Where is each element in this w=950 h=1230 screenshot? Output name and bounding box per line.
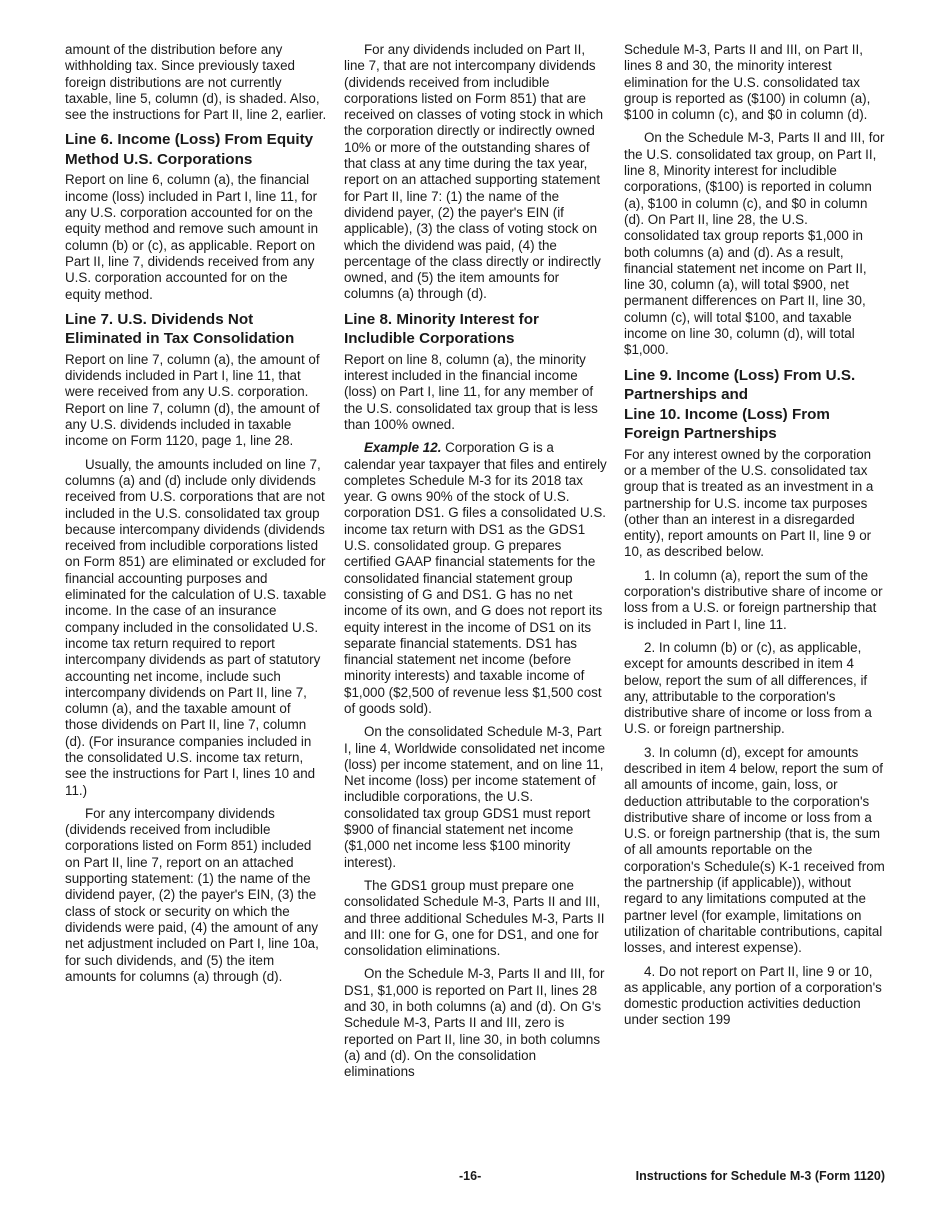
paragraph: amount of the distribution before any withholding tax. Since previously taxed foreign distributions are not currently taxable, line 5, column (d), is shaded. Also, see the instructions for Part II, line 2, earlier. (65, 42, 327, 123)
paragraph: Usually, the amounts included on line 7, columns (a) and (d) include only dividends received from U.S. corporations that are not included in the U.S. consolidated tax group because intercompany dividends (dividends received from includible corporations listed on Form 851) are eliminated or excluded for financial accounting purposes and eliminated for the calculation of U.S. taxable income. In the case of an insurance company included in the consolidated U.S. income tax return required to report intercompany dividends as part of statutory accounting net income, include such intercompany dividends on Part II, line 7, column (a), and the taxable amount of those dividends on Part II, line 7, column (d). (For insurance companies included in the consolidated U.S. income tax return, see the instructions for Part I, lines 10 and 11.) (65, 456, 327, 798)
column-left (65, 42, 327, 992)
paragraph: For any dividends included on Part II, line 7, that are not intercompany dividends (dividends received from includible corporations listed on Form 851) that are received on classes of voting stock in which the corporation directly or indirectly owned 10% or more of the outstanding shares of that class at any time during the tax year, report on an attached supporting statement for Part II, line 7: (1) the name of the dividend payer, (2) the payer's EIN (if applicable), (3) the class of voting stock on which the dividend was paid, (4) the percentage of the class directly or indirectly owned, and (5) the item amounts for columns (a) through (d). (344, 42, 604, 302)
paragraph: On the Schedule M-3, Parts II and III, for DS1, $1,000 is reported on Part II, lines 28 and 30, in both columns (a) and (d). On G's Schedule M-3, Parts II and III, zero is reported on Part II, line 30, in both columns (a) and (d). On the consolidation eliminations (344, 966, 605, 1080)
example-label: Example 12. (364, 440, 442, 456)
example-paragraph (344, 440, 608, 717)
paragraph: On the consolidated Schedule M-3, Part I, line 4, Worldwide consolidated net income (loss) per income statement, and on line 11, Net income (loss) per income statement of includible corporations, the U.S. consolidated tax group GDS1 must report $900 of financial statement net income ($1,000 net income less $100 minority interest). (344, 724, 606, 870)
page-footer (0, 1169, 950, 1189)
heading-line-10: Line 10. Income (Loss) From Foreign Partnerships (624, 405, 830, 443)
page-number: -16- (459, 1169, 482, 1183)
list-item: 3. In column (d), except for amounts described in item 4 below, report the sum of all amounts of income, gain, loss, or deduction attributable to the corporation's distributive share of income or loss from a U.S. or foreign partnership (that is, the sum of all amounts reportable on the corporation's Schedule(s) K-1 received from the partnership (if applicable)), without regard to any limitations computed at the partner level (for example, limitations on utilization of charitable contributions, capital losses, and interest expense). (624, 744, 885, 956)
heading-line-7: Line 7. U.S. Dividends Not Eliminated in Tax Consolidation (65, 310, 295, 348)
list-item: 2. In column (b) or (c), as applicable, except for amounts described in item 4 below, report the sum of all differences, if any, attributable to the corporation's distributive share of income or loss from a U.S. or foreign partnership. (624, 639, 872, 737)
paragraph: For any intercompany dividends (dividends received from includible corporations listed on Form 851) included on Part II, line 7, report on an attached supporting statement: (1) the name of the dividend payer, (2) the payer's EIN, (3) the class of stock or security on which the dividends were paid, (4) the amount of any net adjustment included on Part I, line 10a, for such dividends, and (5) the item amounts for columns (a) through (d). (65, 805, 319, 984)
paragraph: Schedule M-3, Parts II and III, on Part II, lines 8 and 30, the minority interest elimination for the U.S. consolidated tax group is reported as ($100) in column (a), $100 in column (c), and $0 in column (d). (624, 42, 871, 123)
heading-line-8: Line 8. Minority Interest for Includible Corporations (344, 310, 539, 348)
paragraph: Report on line 7, column (a), the amount of dividends included in Part I, line 11, that were received from any U.S. corporation. Report on line 7, column (d), the amount of any U.S. dividends included in taxable income on Form 1120, page 1, line 28. (65, 351, 320, 449)
list-item: 1. In column (a), report the sum of the corporation's distributive share of income or loss from a U.S. or foreign partnership that is included in Part I, line 11. (624, 567, 883, 632)
paragraph: Report on line 8, column (a), the minority interest included in the financial income (loss) on Part I, line 11, for any member of the U.S. consolidated tax group that is less than 100% owned. (344, 351, 598, 432)
heading-line-6: Line 6. Income (Loss) From Equity Method U.S. Corporations (65, 131, 314, 168)
example-text: Corporation G is a calendar year taxpayer that files and entirely completes Schedule M-3 for its 2018 tax year. G owns 90% of the stock of U.S. corporation DS1. G files a consolidated U.S. income tax return with DS1 as the GDS1 U.S. consolidated group. G prepares certified GAAP financial statements for the consolidated financial statement group consisting of G and DS1. G has no net income of its own, and G does not report its equity interest in the income of DS1 on its separate financial statements. DS1 has financial statement net income (before minority interests) and taxable income of $1,000 ($2,500 of revenue less $1,500 cost of goods sold). (344, 440, 607, 716)
footer-title: Instructions for Schedule M-3 (Form 1120) (635, 1169, 885, 1183)
paragraph: Report on line 6, column (a), the financial income (loss) included in Part I, line 11, for any U.S. corporation accounted for on the equity method and remove such amount in column (b) or (c), as applicable. Report on Part II, line 7, dividends received from any U.S. corporation accounted for on the equity method. (65, 172, 319, 302)
heading-line-9-10 (624, 366, 886, 444)
paragraph: On the Schedule M-3, Parts II and III, for the U.S. consolidated tax group, on Part II, line 8, Minority interest for includible corporations, ($100) is reported in column (a), $100 in column (c), and $0 in column (d). On Part II, line 28, the U.S. consolidated tax group reports $1,000 in both columns (a) and (d). As a result, financial statement net income on Part II, line 30, column (a), will total $900, net permanent differences on Part II, line 30, column (c), will total $100, and taxable income on line 30, column (d), will total $1,000. (624, 130, 885, 358)
paragraph: The GDS1 group must prepare one consolidated Schedule M-3, Parts II and III, and three additional Schedules M-3, Parts II and III: one for G, one for DS1, and one for consolidation eliminations. (344, 877, 605, 959)
heading-line-9: Line 9. Income (Loss) From U.S. Partnerships and (624, 366, 856, 404)
column-right (624, 42, 886, 1036)
column-middle (344, 42, 608, 1088)
paragraph: For any interest owned by the corporation or a member of the U.S. consolidated tax group that is treated as an investment in a partnership for U.S. income tax purposes (other than an interest in a disregarded entity), report amounts on Part II, line 9 or 10, as described below. (624, 446, 874, 560)
list-item: 4. Do not report on Part II, line 9 or 10, as applicable, any portion of a corporation's domestic production activities deduction under section 199 (624, 963, 882, 1028)
